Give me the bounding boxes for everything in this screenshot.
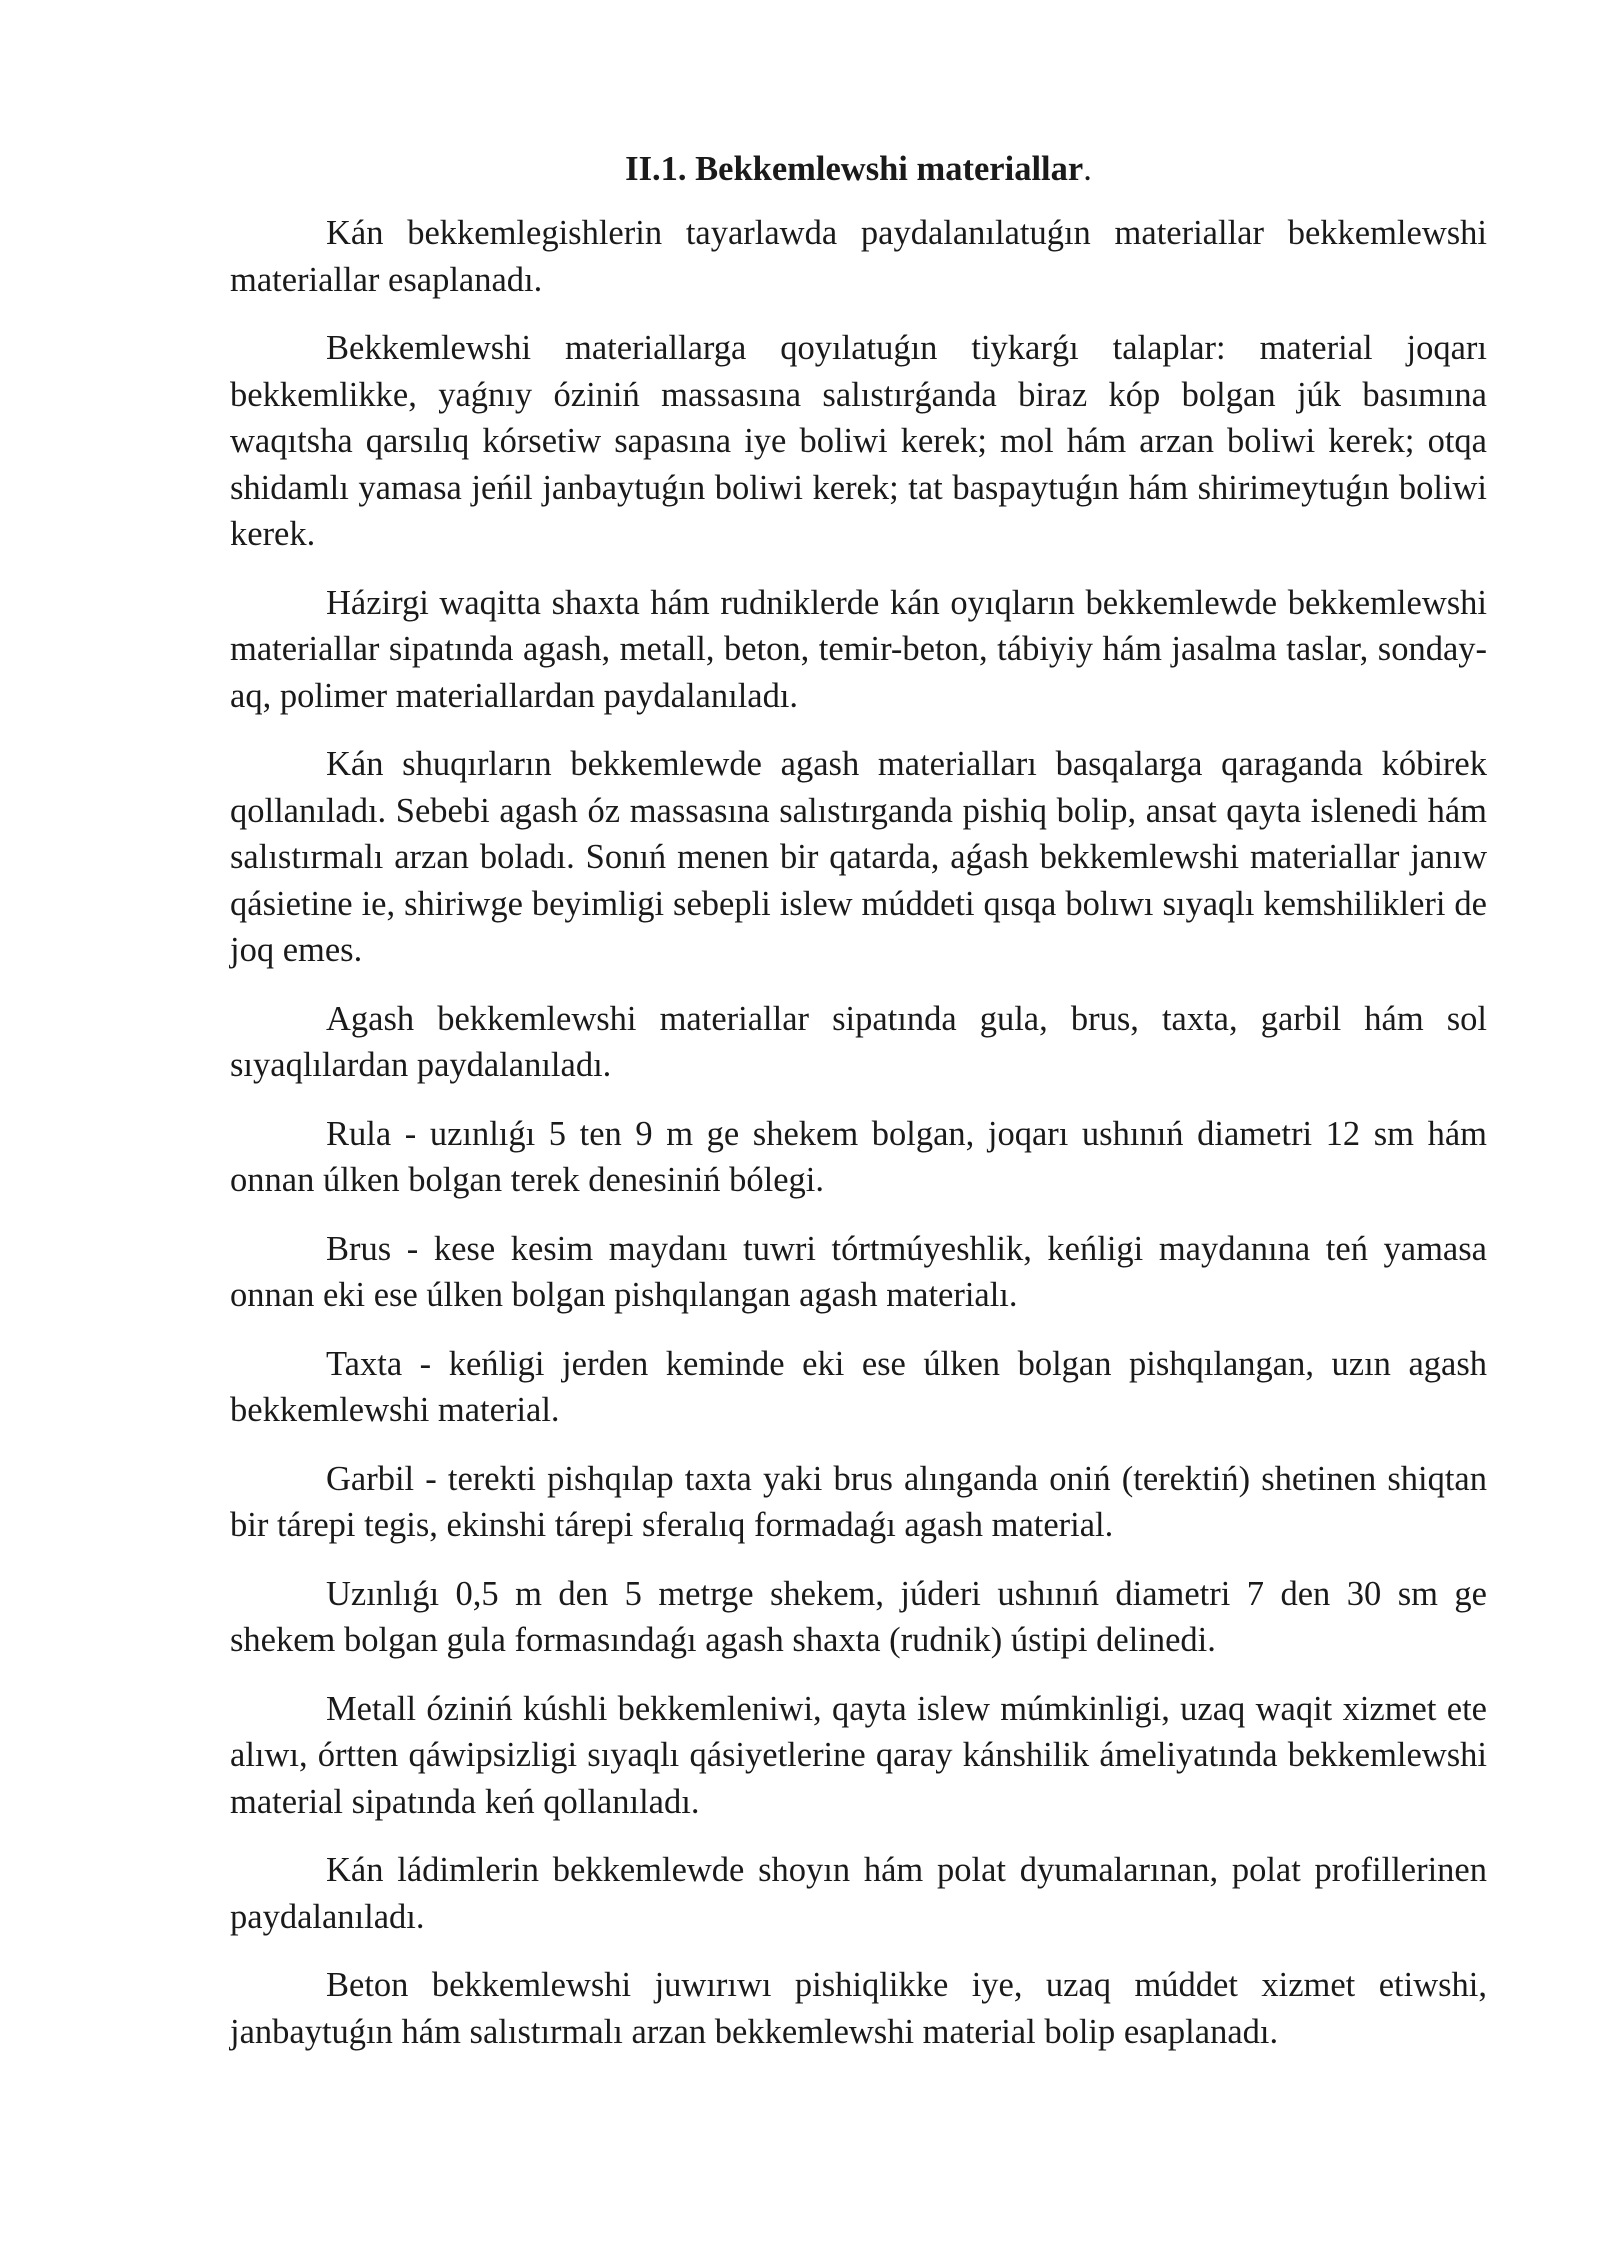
section-heading-text: II.1. Bekkemlewshi materiallar — [625, 150, 1084, 188]
paragraph: Uzınlıǵı 0,5 m den 5 metrge shekem, júderi ushınıń diametri 7 den 30 sm ge shekem bolgan gula formasındaǵı agash shaxta (rudnik) ústipi delinedi. — [230, 1574, 1487, 1659]
paragraph: Brus - kese kesim maydanı tuwri tórtmúyeshlik, keńligi maydanına teń yamasa onnan eki ese úlken bolgan pishqılangan agash materialı. — [230, 1229, 1487, 1314]
paragraph: Bekkemlewshi materiallarga qoyılatuǵın tiykarǵı talaplar: material joqarı bekkemlikke, yaǵnıy óziniń massasına salıstırǵanda biraz kóp bolgan júk basımına waqıtsha qarsılıq kórsetiw sapasına iye boliwi kerek; mol hám arzan boliwi kerek; otqa shidamlı yamasa jeńil janbaytuǵın boliwi kerek; tat baspaytuǵın hám shirimeytuǵın boliwi kerek. — [230, 329, 1487, 553]
document-body — [230, 146, 1487, 2077]
paragraph: Metall óziniń kúshli bekkemleniwi, qayta islew múmkinligi, uzaq waqit xizmet ete alıwı, órtten qáwipsizligi sıyaqlı qásiyetlerine qaray kánshilik ámeliyatında bekkemlewshi material sipatında keń qollanıladı. — [230, 1689, 1487, 1821]
paragraph: Kán bekkemlegishlerin tayarlawda paydalanılatuǵın materiallar bekkemlewshi materiallar esaplanadı. — [230, 214, 1487, 299]
paragraph: Házirgi waqitta shaxta hám rudniklerde kán oyıqların bekkemlewde bekkemlewshi materiallar sipatında agash, metall, beton, temir-beton, tábiyiy hám jasalma taslar, sonday-aq, polimer materiallardan paydalanıladı. — [230, 583, 1487, 715]
paragraph: Garbil - terekti pishqılap taxta yaki brus alınganda oniń (terektiń) shetinen shiqtan bir tárepi tegis, ekinshi tárepi sferalıq formadaǵı agash material. — [230, 1459, 1487, 1544]
paragraph: Beton bekkemlewshi juwırıwı pishiqlikke iye, uzaq múddet xizmet etiwshi, janbaytuǵın hám salıstırmalı arzan bekkemlewshi material bolip esaplanadı. — [230, 1966, 1487, 2051]
paragraph: Rula - uzınlıǵı 5 ten 9 m ge shekem bolgan, joqarı ushınıń diametri 12 sm hám onnan úlken bolgan terek denesiniń bólegi. — [230, 1114, 1487, 1199]
paragraph: Taxta - keńligi jerden keminde eki ese úlken bolgan pishqılangan, uzın agash bekkemlewshi material. — [230, 1344, 1487, 1429]
section-heading-period: . — [1083, 150, 1092, 188]
paragraph: Kán shuqırların bekkemlewde agash materialları basqalarga qaraganda kóbirek qollanıladı. Sebebi agash óz massasına salıstırganda pishiq bolip, ansat qayta islenedi hám salıstırmalı arzan boladı. Sonıń menen bir qatarda, aǵash bekkemlewshi materiallar janıw qásietine ie, shiriwge beyimligi sebepli islew múddeti qısqa bolıwı sıyaqlı kemshilikleri de joq emes. — [230, 745, 1487, 969]
paragraph: Kán ládimlerin bekkemlewde shoyın hám polat dyumalarınan, polat profillerinen paydalanıladı. — [230, 1851, 1487, 1936]
paragraph: Agash bekkemlewshi materiallar sipatında gula, brus, taxta, garbil hám sol sıyaqlılardan paydalanıladı. — [230, 999, 1487, 1084]
section-heading — [230, 146, 1487, 192]
